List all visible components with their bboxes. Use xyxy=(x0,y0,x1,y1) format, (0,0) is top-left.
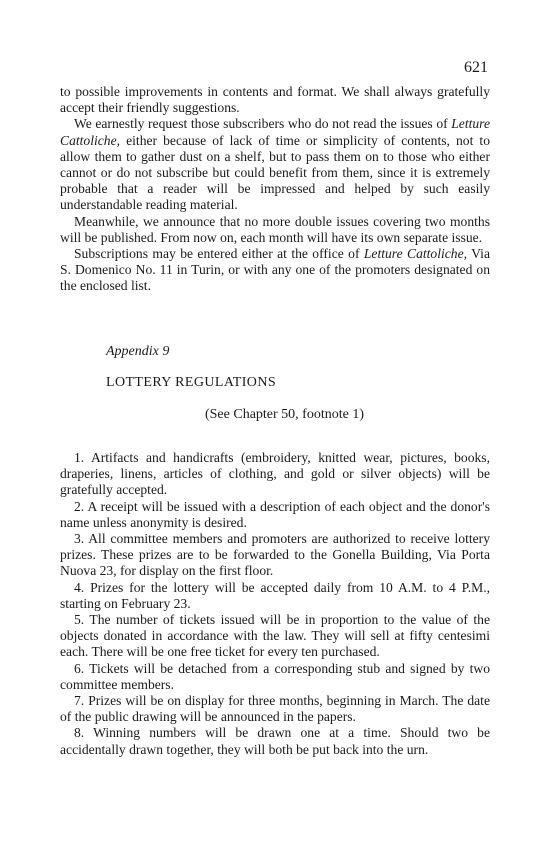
intro-paragraph xyxy=(60,116,490,213)
regulations-list xyxy=(60,450,490,758)
regulation-item: 2. A receipt will be issued with a description of each object and the donor's name unless anonymity is desired. xyxy=(60,498,490,530)
text-run: Via S. Domenico No. 11 in Turin, or with any one of the promoters designated on the enclosed list. xyxy=(60,246,490,294)
text-run: We earnestly request those subscribers who do not read the issues of xyxy=(74,116,452,132)
regulation-item: 5. The number of tickets issued will be in proportion to the value of the objects donated in accordance with the law. They will sell at fifty centesimi each. There will be one free ticket for every ten purchased. xyxy=(60,612,490,660)
intro-section xyxy=(60,84,490,295)
regulation-item: 7. Prizes will be on display for three months, beginning in March. The date of the public drawing will be announced in the papers. xyxy=(60,693,490,725)
regulation-item: 6. Tickets will be detached from a corresponding stub and signed by two committee members. xyxy=(60,660,490,692)
intro-paragraph xyxy=(60,246,490,295)
appendix-label: Appendix 9 xyxy=(106,344,170,359)
page-number: 621 xyxy=(464,59,488,76)
regulation-item: 3. All committee members and promoters are authorized to receive lottery prizes. These prizes are to be forwarded to the Gonella Building, Via Porta Nuova 23, for display on the first floor. xyxy=(60,531,490,579)
cross-reference-note: (See Chapter 50, footnote 1) xyxy=(204,407,364,422)
regulation-item: 4. Prizes for the lottery will be accepted daily from 10 A.M. to 4 P.M., starting on February 23. xyxy=(60,579,490,611)
text-run: Subscriptions may be entered either at the office of xyxy=(74,246,364,262)
intro-paragraph: Meanwhile, we announce that no more double issues covering two months will be published. From now on, each month will have its own separate issue. xyxy=(60,213,490,245)
intro-paragraph: to possible improvements in contents and format. We shall always gratefully accept their friendly suggestions. xyxy=(60,84,490,116)
publication-title: Letture Cattoliche, xyxy=(363,246,468,262)
section-title: LOTTERY REGULATIONS xyxy=(106,375,277,390)
publication-title: Letture Cattoliche, xyxy=(60,116,490,148)
regulation-item: 1. Artifacts and handicrafts (embroidery, knitted wear, pictures, books, draperies, linens, articles of clothing, and gold or silver objects) will be gratefully accepted. xyxy=(60,450,490,498)
text-run: either because of lack of time or simplicity of contents, not to allow them to gather dust on a shelf, but to pass them on to those who either cannot or do not subscribe but could benefit from them, since it is extremely probable that a reader will be impressed and helped by such easily understandable reading material. xyxy=(60,132,490,213)
regulation-item: 8. Winning numbers will be drawn one at a time. Should two be accidentally drawn together, they will both be put back into the urn. xyxy=(60,725,490,757)
